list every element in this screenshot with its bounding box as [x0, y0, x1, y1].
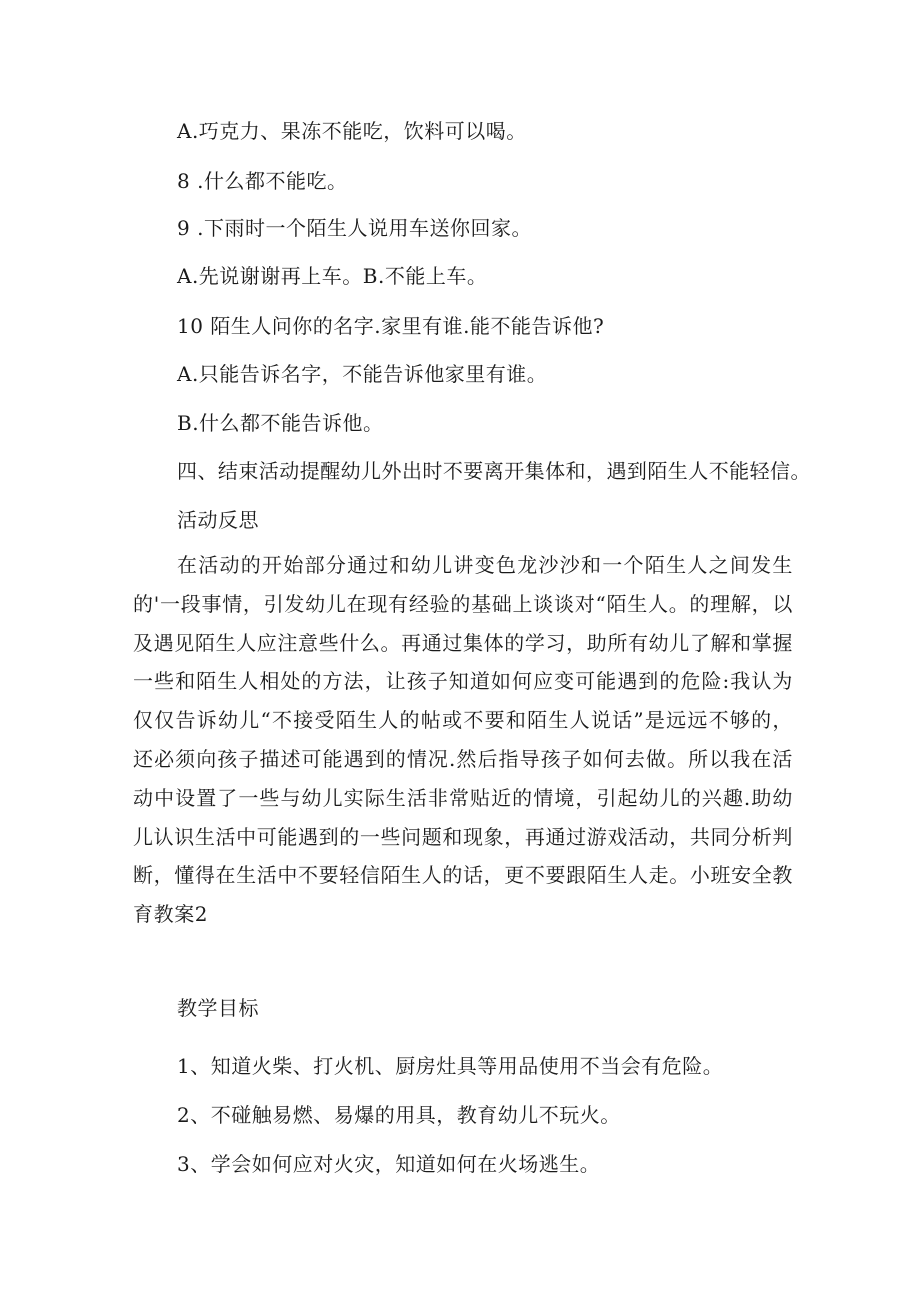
objective-item-3: 3、学会如何应对火灾，知道如何在火场逃生。 [177, 1152, 601, 1176]
answer-option-rain: A.先说谢谢再上车。B.不能上车。 [177, 264, 488, 288]
reflection-paragraph: 在活动的开始部分通过和幼儿讲变色龙沙沙和一个陌生人之间发生的'一段事情，引发幼儿在现有经验的基础上谈谈对“陌生人。的理解，以及遇见陌生人应注意些什么。再通过集体的学习，助所有幼儿了解和掌握一些和陌生人相处的方法，让孩子知道如何应变可能遇到的危险:我认为仅仅告诉幼儿“不接受陌生人的帖或不要和陌生人说话”是远远不够的，还必须向孩子描述可能遇到的情况.然后指导孩子如何去做。所以我在活动中设置了一些与幼儿实际生活非常贴近的情境，引起幼儿的兴趣.助幼儿认识生活中可能遇到的一些问题和现象，再通过游戏活动，共同分析判断，懂得在生活中不要轻信陌生人的话，更不要跟陌生人走。小班安全教育教案2 [133, 553, 793, 927]
objective-item-1: 1、知道火柴、打火机、厨房灶具等用品使用不当会有危险。 [177, 1054, 724, 1078]
question-8-line: 8 .什么都不能吃。 [177, 169, 348, 193]
objectives-heading: 教学目标 [177, 996, 259, 1020]
answer-option-a-chocolate: A.巧克力、果冻不能吃，饮料可以喝。 [177, 119, 527, 143]
question-10-line: 10 陌生人问你的名字.家里有谁.能不能告诉他? [177, 314, 605, 338]
objective-item-2: 2、不碰触易燃、易爆的用具，教育幼儿不玩火。 [177, 1103, 621, 1127]
question-9-line: 9 .下雨时一个陌生人说用车送你回家。 [177, 216, 532, 240]
reflection-heading: 活动反思 [177, 508, 259, 532]
answer-option-a-name: A.只能告诉名字，不能告诉他家里有谁。 [177, 362, 548, 386]
answer-option-b-nothing: B.什么都不能告诉他。 [177, 411, 384, 435]
section-four-line: 四、结束活动提醒幼儿外出时不要离开集体和，遇到陌生人不能轻信。 [177, 459, 811, 483]
